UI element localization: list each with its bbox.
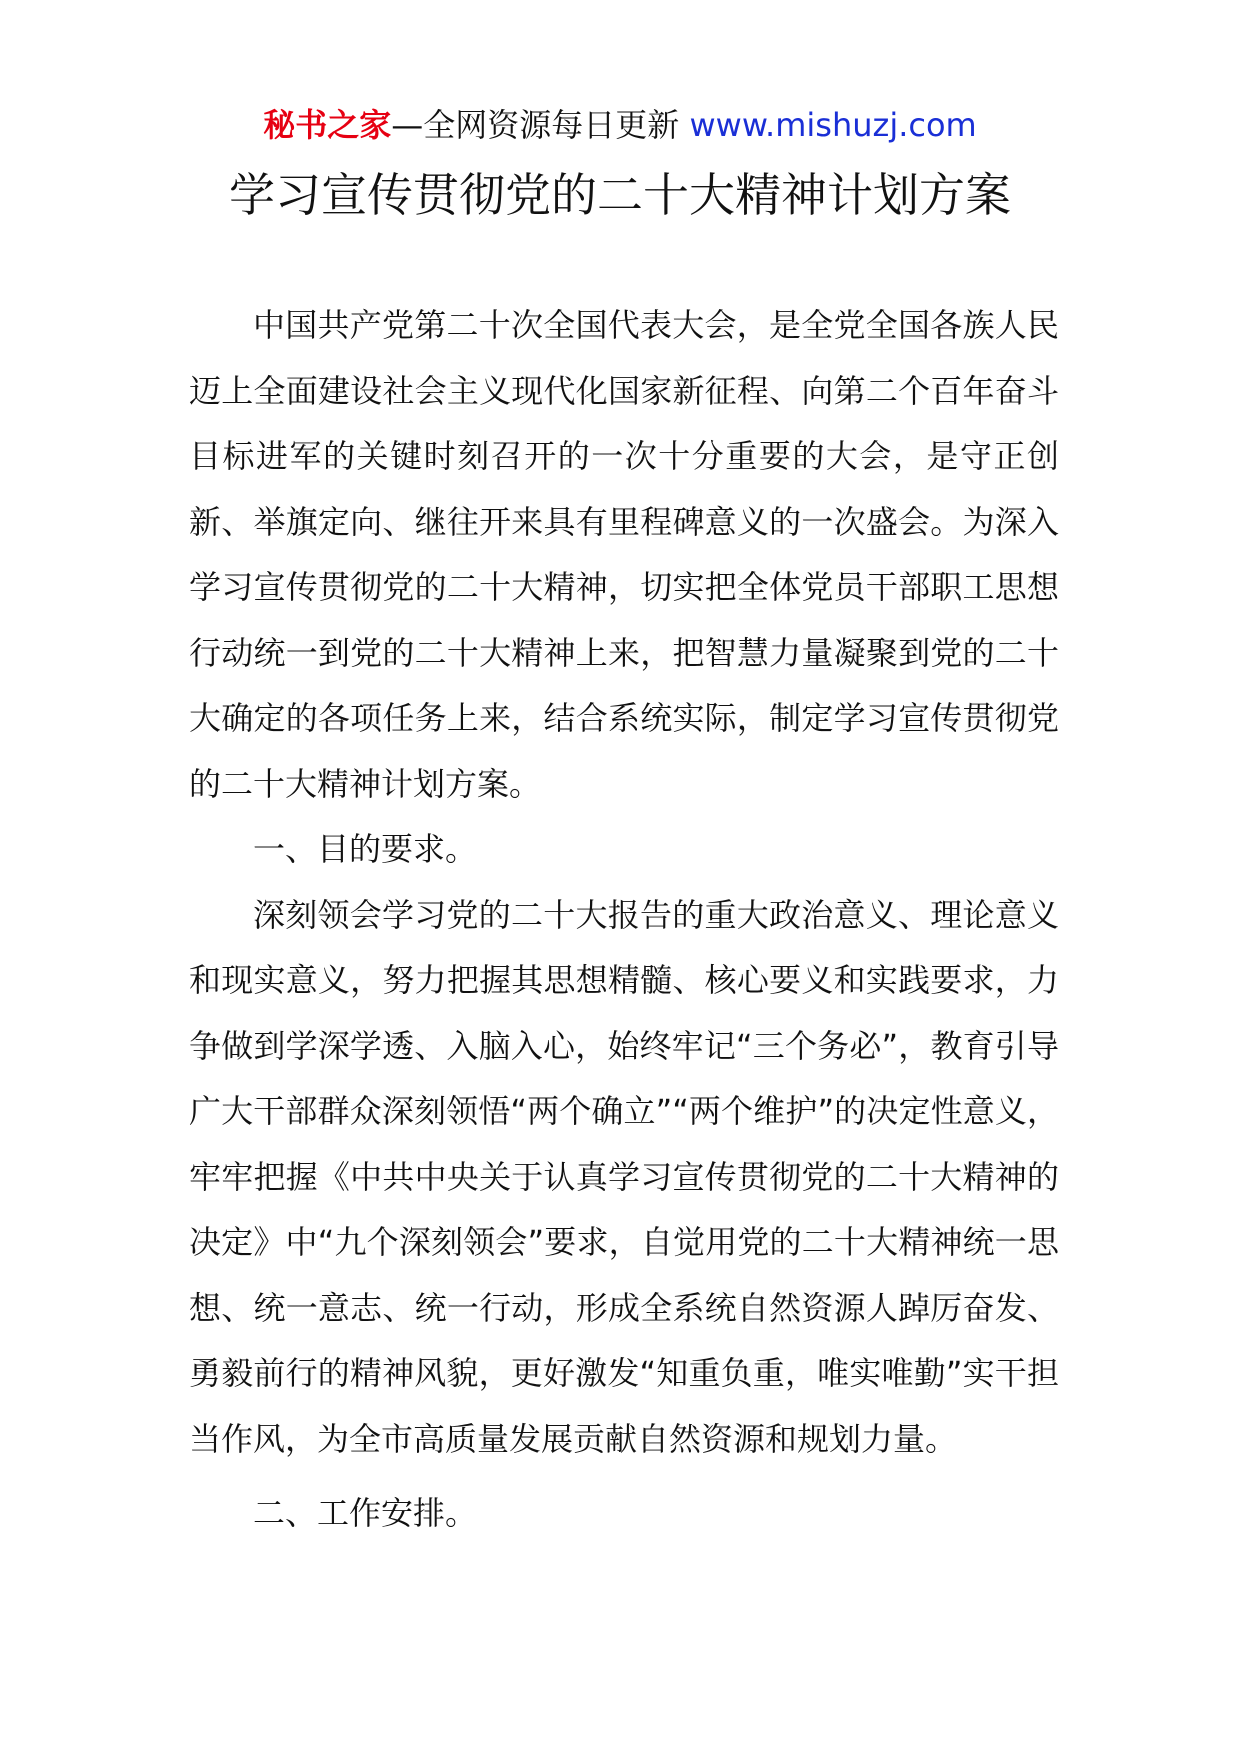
page-title: 学习宣传贯彻党的二十大精神计划方案 xyxy=(229,168,1011,222)
section-heading-2: 二、工作安排。 xyxy=(253,1494,478,1532)
purpose-paragraph: 深刻领会学习党的二十大报告的重大政治意义、理论意义和现实意义，努力把握其思想精髓、核心要义和实践要求，力争做到学深学透、入脑入心，始终牢记“三个务必”，教育引导广大干部群众深刻领悟“两个确立”“两个维护”的决定性意义，牢牢把握《中共中央关于认真学习宣传贯彻党的二十大精神的决定》中“九个深刻领会”要求，自觉用党的二十大精神统一思想、统一意志、统一行动，形成全系统自然资源人踔厉奋发、勇毅前行的精神风貌，更好激发“知重负重，唯实唯勤”实干担当作风，为全市高质量发展贡献自然资源和规划力量。 xyxy=(189,895,1059,1458)
intro-paragraph: 中国共产党第二十次全国代表大会，是全党全国各族人民迈上全面建设社会主义现代化国家新征程、向第二个百年奋斗目标进军的关键时刻召开的一次十分重要的大会，是守正创新、举旗定向、继往开来具有里程碑意义的一次盛会。为深入学习宣传贯彻党的二十大精神，切实把全体党员干部职工思想行动统一到党的二十大精神上来，把智慧力量凝聚到党的二十大确定的各项任务上来，结合系统实际，制定学习宣传贯彻党的二十大精神计划方案。 xyxy=(189,306,1059,803)
site-header xyxy=(0,100,1240,150)
section-heading-1: 一、目的要求。 xyxy=(253,830,478,868)
brand-name: 秘书之家 xyxy=(263,106,392,144)
site-url[interactable]: www.mishuzj.com xyxy=(689,106,977,144)
header-tagline: —全网资源每日更新 xyxy=(391,106,690,144)
document-body xyxy=(189,293,1059,1547)
